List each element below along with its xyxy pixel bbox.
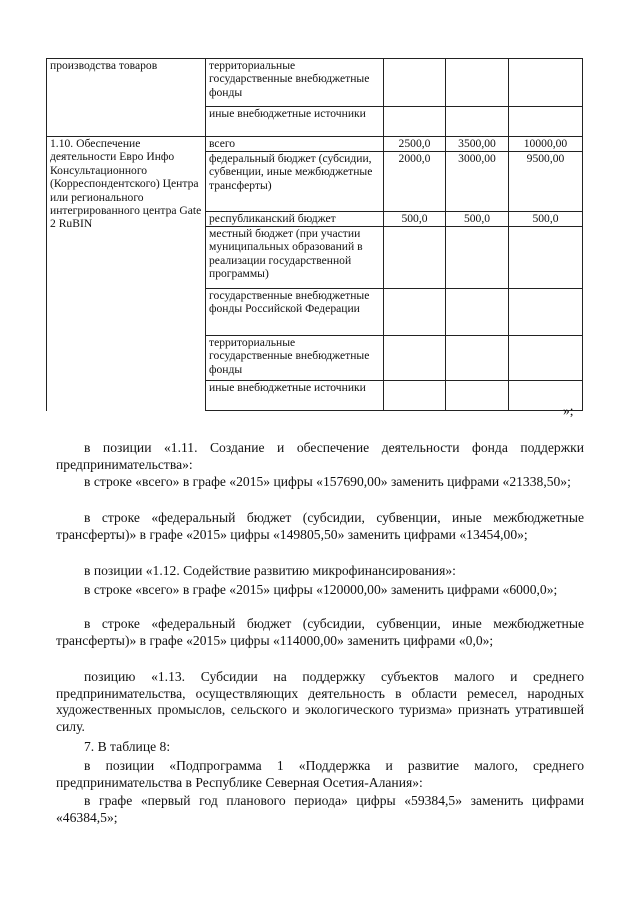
- paragraph: в позиции «1.11. Создание и обеспечение деятельности фонда поддержки предпринимательства»:: [56, 440, 584, 472]
- funding-table: [46, 58, 583, 411]
- value-cell: [509, 107, 583, 137]
- table-row: [47, 107, 583, 137]
- value-cell: [509, 336, 583, 381]
- source-cell: территориальные государственные внебюджетные фонды: [206, 59, 384, 107]
- value-cell: 2500,0: [384, 137, 446, 152]
- paragraph: в позиции «Подпрограмма 1 «Поддержка и развитие малого, среднего предпринимательства в Республике Северная Осетия-Алания»:: [56, 758, 584, 790]
- value-cell: [509, 59, 583, 107]
- value-cell: 500,0: [446, 212, 509, 227]
- source-cell: федеральный бюджет (субсидии, субвенции, иные межбюджетные трансферты): [206, 152, 384, 212]
- value-cell: 10000,00: [509, 137, 583, 152]
- value-cell: [384, 227, 446, 289]
- value-cell: 9500,00: [509, 152, 583, 212]
- value-cell: 3500,00: [446, 137, 509, 152]
- value-cell: [446, 336, 509, 381]
- value-cell: [384, 59, 446, 107]
- paragraph: в строке «всего» в графе «2015» цифры «157690,00» заменить цифрами «21338,50»;: [84, 474, 571, 489]
- source-cell: всего: [206, 137, 384, 152]
- measure-cell: [47, 107, 206, 137]
- source-cell: иные внебюджетные источники: [206, 107, 384, 137]
- value-cell: [446, 289, 509, 336]
- table-row: [47, 59, 583, 107]
- source-cell: государственные внебюджетные фонды Российской Федерации: [206, 289, 384, 336]
- paragraph: в строке «федеральный бюджет (субсидии, субвенции, иные межбюджетные трансферты)» в графе «2015» цифры «149805,50» заменить цифрами «13454,00»;: [56, 510, 584, 542]
- value-cell: 2000,0: [384, 152, 446, 212]
- source-cell: республиканский бюджет: [206, 212, 384, 227]
- value-cell: [509, 289, 583, 336]
- table-closing-quote: »;: [563, 403, 574, 418]
- measure-cell: 1.10. Обеспечение деятельности Евро Инфо Консультационного (Корреспондентского) Центра или регионального интегрированного центра Gate 2 RuBIN: [47, 137, 206, 411]
- paragraph: в позиции «1.12. Содействие развитию микрофинансирования»:: [84, 563, 456, 578]
- value-cell: 3000,00: [446, 152, 509, 212]
- value-cell: [384, 381, 446, 411]
- paragraph: в строке «федеральный бюджет (субсидии, субвенции, иные межбюджетные трансферты)» в графе «2015» цифры «114000,00» заменить цифрами «0,0»;: [56, 616, 584, 648]
- source-cell: местный бюджет (при участии муниципальных образований в реализации государственной программы): [206, 227, 384, 289]
- section-heading: 7. В таблице 8:: [84, 739, 171, 754]
- value-cell: [446, 107, 509, 137]
- value-cell: [446, 227, 509, 289]
- source-cell: территориальные государственные внебюджетные фонды: [206, 336, 384, 381]
- value-cell: 500,0: [509, 212, 583, 227]
- paragraph: позицию «1.13. Субсидии на поддержку субъектов малого и среднего предпринимательства, осуществляющих деятельность в области ремесел, народных художественных промыслов, сельского и экологического туризма» признать утратившей силу.: [56, 669, 584, 734]
- measure-cell: производства товаров: [47, 59, 206, 107]
- value-cell: [509, 227, 583, 289]
- source-cell: иные внебюджетные источники: [206, 381, 384, 411]
- value-cell: 500,0: [384, 212, 446, 227]
- table-row: [47, 137, 583, 152]
- value-cell: [384, 107, 446, 137]
- value-cell: [446, 381, 509, 411]
- paragraph: в строке «всего» в графе «2015» цифры «120000,00» заменить цифрами «6000,0»;: [84, 582, 558, 597]
- value-cell: [384, 289, 446, 336]
- paragraph: в графе «первый год планового периода» цифры «59384,5» заменить цифрами «46384,5»;: [56, 793, 584, 825]
- value-cell: [384, 336, 446, 381]
- value-cell: [446, 59, 509, 107]
